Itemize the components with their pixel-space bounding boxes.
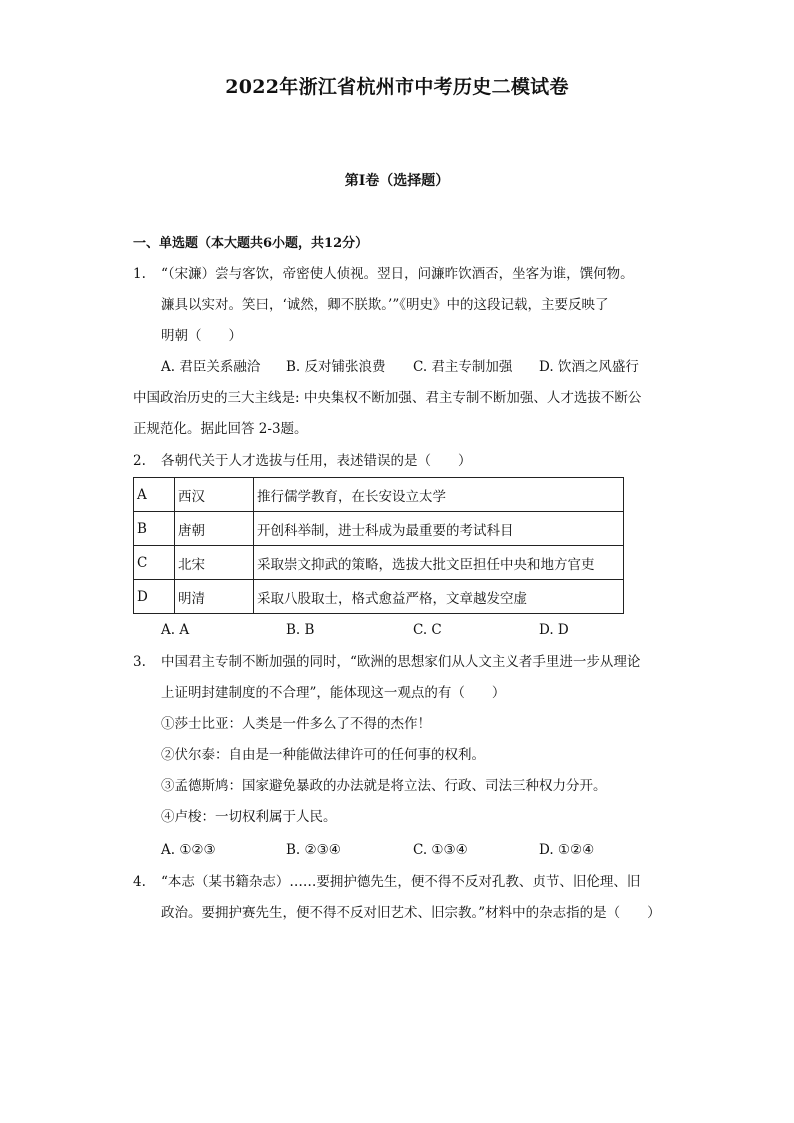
table-row <box>134 546 624 580</box>
q4-number: 4. <box>133 874 146 890</box>
section-heading: 一、单选题（本大题共6小题，共12分） <box>133 236 369 251</box>
exam-title: 2022年浙江省杭州市中考历史二模试卷 <box>225 76 569 98</box>
table-cell-description: 采取八股取士，格式愈益严格，文章越发空虚 <box>254 580 624 614</box>
table-row <box>134 512 624 546</box>
q3-number: 3. <box>133 654 146 670</box>
q3-option-b[interactable]: B. ②③④ <box>286 842 341 858</box>
q3-option-a[interactable]: A. ①②③ <box>161 842 216 858</box>
intro-line-2: 正规范化。据此回答 2-3题。 <box>133 421 308 437</box>
q2-number: 2. <box>133 453 146 469</box>
q2-stem: 各朝代关于人才选拔与任用，表述错误的是（ ） <box>161 453 472 469</box>
q2-table <box>133 477 624 614</box>
q3-option-c[interactable]: C. ①③④ <box>413 842 468 858</box>
q2-option-d[interactable]: D. D <box>539 622 569 638</box>
table-cell-dynasty: 西汉 <box>175 478 254 512</box>
table-cell-dynasty: 明清 <box>175 580 254 614</box>
q3-item-2: ②伏尔泰：自由是一种能做法律许可的任何事的权利。 <box>161 747 485 763</box>
table-cell-description: 推行儒学教育，在长安设立太学 <box>254 478 624 512</box>
table-cell-dynasty: 唐朝 <box>175 512 254 546</box>
q2-option-a[interactable]: A. A <box>161 622 190 638</box>
q3-line-1: 中国君主专制不断加强的同时，“欧洲的思想家们从人文主义者手里进一步从理论 <box>161 654 641 670</box>
q4-line-1: “本志（某书籍杂志）……要拥护德先生，便不得不反对孔教、贞节、旧伦理、旧 <box>161 874 641 890</box>
table-cell-letter: B <box>134 512 175 546</box>
table-row <box>134 478 624 512</box>
q1-line-2: 濂具以实对。笑曰，‘诚然，卿不朕欺。’”《明史》中的这段记载，主要反映了 <box>161 297 609 313</box>
table-cell-description: 开创科举制，进士科成为最重要的考试科目 <box>254 512 624 546</box>
q1-option-c[interactable]: C. 君主专制加强 <box>413 359 513 375</box>
intro-line-1: 中国政治历史的三大主线是: 中央集权不断加强、君主专制不断加强、人才选拔不断公 <box>133 390 642 406</box>
q1-option-d[interactable]: D. 饮酒之风盛行 <box>539 359 639 375</box>
q2-option-c[interactable]: C. C <box>413 622 442 638</box>
q1-line-3: 明朝（ ） <box>161 328 242 344</box>
q3-option-d[interactable]: D. ①②④ <box>539 842 595 858</box>
q2-option-b[interactable]: B. B <box>286 622 315 638</box>
table-cell-description: 采取崇文抑武的策略，选拔大批文臣担任中央和地方官吏 <box>254 546 624 580</box>
table-row <box>134 580 624 614</box>
q3-line-2: 上证明封建制度的不合理”，能体现这一观点的有（ ） <box>161 685 506 701</box>
q4-line-2: 政治。要拥护赛先生，便不得不反对旧艺术、旧宗教。”材料中的杂志指的是（ ） <box>161 905 661 921</box>
table-cell-letter: C <box>134 546 175 580</box>
part-title: 第I卷（选择题） <box>344 173 450 189</box>
q1-option-b[interactable]: B. 反对铺张浪费 <box>286 359 386 375</box>
table-cell-letter: A <box>134 478 175 512</box>
q3-item-1: ①莎士比亚：人类是一件多么了不得的杰作！ <box>161 716 431 732</box>
q3-item-3: ③孟德斯鸠：国家避免暴政的办法就是将立法、行政、司法三种权力分开。 <box>161 778 607 794</box>
q3-item-4: ④卢梭：一切权利属于人民。 <box>161 809 337 825</box>
q1-line-1: “（宋濂）尝与客饮，帝密使人侦视。翌日，问濂昨饮酒否，坐客为谁，馔何物。 <box>161 266 634 282</box>
q1-option-a[interactable]: A. 君臣关系融洽 <box>161 359 261 375</box>
table-cell-letter: D <box>134 580 175 614</box>
table-cell-dynasty: 北宋 <box>175 546 254 580</box>
q1-number: 1. <box>133 266 146 282</box>
